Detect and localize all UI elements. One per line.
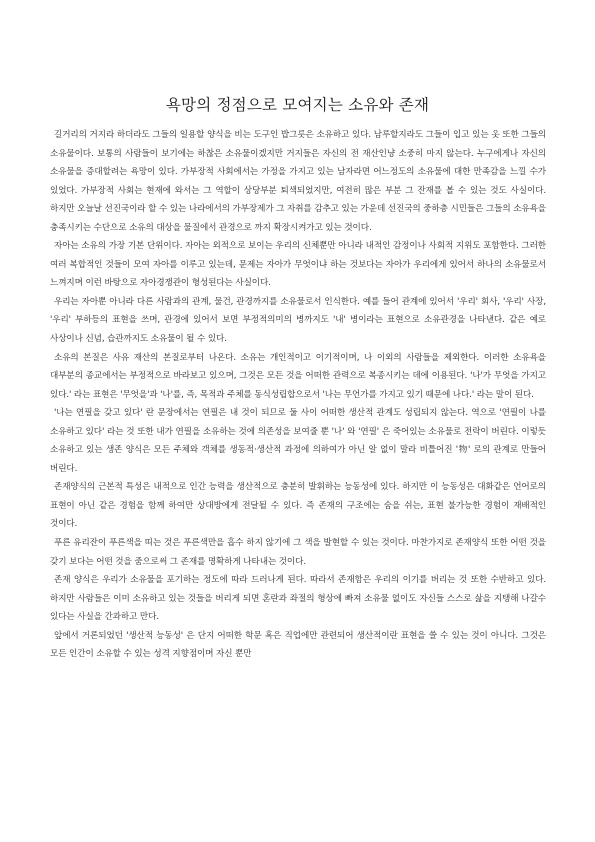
paragraph: 앞에서 거론되었던 '생산적 능동성' 은 단지 어떠한 학문 혹은 직업에만 관련되어 생산적이란 표현을 쓸 수 있는 것이 아니다. 그것은 모든 인간이 소유할 수 있는 성격 지향점이며 자신 뿐만 — [50, 630, 546, 660]
document-title: 욕망의 정점으로 모여지는 소유와 존재 — [165, 96, 430, 114]
paragraph: 존재 양식은 우리가 소유물을 포기하는 정도에 따라 드러나게 된다. 따라서 존재함은 우리의 이기를 버리는 것 또한 수반하고 있다. 하지만 사람들은 이미 소유하고 있는 것들을 버리게 되면 혼란과 좌절의 형상에 빠져 소유물 없이도 자신들 스스로 삶을 지탱해 나갈수 있다는 사실을 간과하고 만다. — [50, 575, 546, 623]
paragraph: 존재양식의 근본적 특성은 내적으로 인간 능력을 생산적으로 충분히 발휘하는 능동성에 있다. 하지만 이 능동성은 대화같은 언어로의 표현이 아닌 같은 경험을 함께 하여만 상대방에게 전달될 수 있다. 즉 존재의 구조에는 숨을 쉬는, 표현 불가능한 경험이 재배적인 것이다. — [50, 482, 546, 530]
paragraph: 푸른 유리잔이 푸른색을 띠는 것은 푸른색만을 흡수 하지 않기에 그 색을 발현할 수 있는 것이다. 마찬가지로 존재양식 또한 어떤 것을 갖기 보다는 어떤 것을 줌으로써 그 존재를 명확하게 나타내는 것이다. — [50, 538, 546, 567]
paragraph: '나는 연필을 갖고 있다' 란 문장에서는 연필은 내 것이 되므로 둘 사이 어떠한 생산적 관계도 성립되지 않는다. 역으로 '연필이 나를 소유하고 있다' 라는 것 또한 내가 연필을 소유하는 것에 의존성을 보여줄 뿐 '나' 와 '연필' 은 죽어있는 소유물로 전락이 버린다. 이렇듯 소유하고 있는 생존 양식은 모든 주체와 객체를 생동적·생산적 과정에 의하여가 아닌 알 없이 말라 비틀어진 '物' 로의 관계로 만들어 버린다. — [50, 408, 546, 474]
paragraph: 자아는 소유의 가장 기본 단위이다. 자아는 외적으로 보이는 우리의 신체뿐만 아니라 내적인 감정이나 사회적 지위도 포함한다. 그러한 여러 복합적인 것들이 모여 자아를 이루고 있는데, 문제는 자아가 무엇이냐 하는 것보다는 자아가 우리에게 있어서 하나의 소유물로서 느껴지며 이런 바탕으로 자아경쟁관이 형성된다는 사실이다. — [50, 241, 546, 289]
document-body — [50, 126, 546, 664]
paragraph: 우리는 자아뿐 아니라 다른 사람과의 관계, 물건, 관경까지를 소유물로서 인식한다. 예를 들어 관계에 있어서 '우리' 회사, '우리' 사장, '우리' 부하등의 표현을 쓰며, 관경에 있어서 보면 부정적의미의 병까지도 '내' 병이라는 표현으로 소유관경을 나타낸다. 같은 예로 사상이나 신념, 습관까지도 소유물이 될 수 있다. — [50, 296, 546, 345]
paragraph: 소유의 본질은 사유 재산의 본질로부터 나온다. 소유는 개인적이고 이기적이며, 나 이외의 사람들을 제외한다. 이러한 소유욕을 대부분의 종교에서는 부정적으로 바라보고 있으며, 그것은 모든 것을 어떠한 관력으로 복종시키는 데에 이용된다. '나'가 무엇을 가지고 있다.' 라는 표현은 '무엇을'과 '나'를, 즉, 목적과 주체를 동식성립합으로서 '나는 무언가를 가지고 있기 때문에 나다.' 라는 말이 된다. — [50, 352, 546, 400]
paragraph: 길거리의 거지라 하더라도 그들의 일용할 양식을 비는 도구인 밥그릇은 소유하고 있다. 남루할지라도 그들이 입고 있는 옷 또한 그들의 소유물이다. 보통의 사람들이 보기에는 하찮은 소유물이겠지만 거지들은 자신의 전 재산인냥 소중히 마지 않는다. 누구에게나 자신의 소유물을 증대할려는 욕망이 있다. 가부장적 사회에서는 가정을 가지고 있는 남자라면 어느정도의 소유물에 대한 만족감을 느낄 수가 있었다. 가부장적 사회는 현재에 와서는 그 역할이 상당부분 퇴색되었지만, 여전히 많은 부분 그 잔재를 볼 수 있는 것도 사실이다. 하지만 오늘날 선진국이라 할 수 있는 나라에서의 가부장제가 그 자취를 감추고 있는 가운데 선진국의 중하층 시민들은 그들의 소유욕을 충족시키는 수단으로 소유의 대상을 물질에서 관경으로 까지 확장시켜가고 있는 것이다. — [50, 130, 546, 233]
